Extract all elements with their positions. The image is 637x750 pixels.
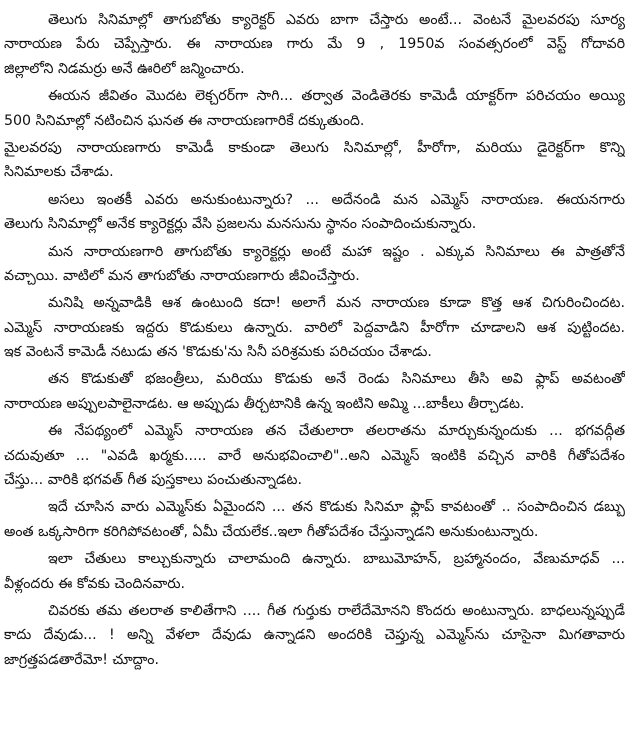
- text-line: ఇక వెంటనే కామెడీ నటుడు తన 'కొడుకు'ను సినీ పరిశ్రమకు పరిచయం చేశాడు.: [4, 344, 432, 361]
- text-line: మైలవరపు నారాయణగారు కామెడీ కాకుండా తెలుగు సినిమాల్లో, హీరోగా, మరియు డైరెక్టర్‌గా కొన్ని: [4, 139, 625, 156]
- text-line: జాగ్రత్తపడతారేమో! చూద్దాం.: [4, 651, 159, 668]
- text-line: కాదు దేవుడు... ! అన్ని వేళలా దేవుడు ఉన్నాడని అందరికి చెప్తున్న ఎమ్మెస్‌ను చూసైనా మిగతావారు: [4, 627, 625, 644]
- text-line: వీళ్లందరు ఈ కోవకు చెందినవారు.: [4, 575, 186, 592]
- text-line: ఈ నేపథ్యంలో ఎమ్మెస్ నారాయణ తన చేతులారా తలరాతను మార్చుకున్నందుకు ... భగవద్గీత: [48, 423, 625, 440]
- text-line: వచ్చాయి. వాటిలో మన తాగుబోతు నారాయణగారు జీవించేస్తారు.: [4, 267, 360, 284]
- text-line: తెలుగు సినిమాల్లో తాగుబోతు క్యారెక్టర్ ఎవరు బాగా చేస్తారు అంటే... వెంటనే మైలవరపు సూర్య: [48, 12, 625, 28]
- text-line: తెలుగు సినిమాల్లో అనేక క్యారెక్టర్లు వేసి ప్రజలను మనసును స్థానం సంపాదించుకున్నారు.: [4, 216, 477, 233]
- text-line: 500 సినిమాల్లో నటించిన ఘనత ఈ నారాయణగారికే దక్కుతుంది.: [4, 112, 365, 129]
- text-line: ఎమ్మెస్ నారాయణకు ఇద్దరు కొడుకులు ఉన్నారు. వారిలో పెద్దవాడిని హీరోగా చూడాలని ఆశ పుట్టిందట.: [4, 319, 625, 336]
- paragraph-9: [4, 495, 629, 544]
- paragraph-7: [4, 367, 629, 416]
- text-line: నారాయణ అప్పులపాలైనాడట. ఆ అప్పుడు తీర్చటానికి ఉన్న ఇంటిని అమ్మి ...బాకీలు తీర్చాడట.: [4, 395, 525, 412]
- text-line: చదువుతూ ... "ఎవడి ఖర్మకు..... వారే అనుభవించాలి"..అని ఎమ్మెస్ ఇంటికి వచ్చిన వారికి గీతోపదేశం: [4, 447, 625, 464]
- text-line: మన నారాయణగారి తాగుబోతు క్యారెక్టర్లు అంటే మహా ఇష్టం . ఎక్కువ సినిమాలు ఈ పాత్రతోనే: [48, 243, 625, 260]
- paragraph-4: [4, 188, 629, 237]
- text-line: అసలు ఇంతకీ ఎవరు అనుకుంటున్నారు? ... అదేనండి మన ఎమ్మెస్ నారాయణ. ఈయనగారు: [48, 191, 625, 208]
- text-line: నారాయణ పేరు చెప్పేస్తారు. ఈ నారాయణ గారు మే 9 , 1950వ సంవత్సరంలో వెస్ట్ గోదావరి: [4, 36, 625, 53]
- text-line: ఈయన జీవితం మొదట లెక్చరర్‌గా సాగి... తర్వాత వెండితెరకు కామెడీ యాక్టర్‌గా పరిచయం అయ్యి: [48, 88, 625, 105]
- text-line: ఇలా చేతులు కాల్చుకున్నారు చాలామంది ఉన్నారు. బాబుమోహన్, బ్రహ్మానందం, వేణుమాధవ్ ...: [48, 551, 625, 568]
- text-line: చివరకు తమ తలరాత కాలితేగాని .... గీత గుర్తుకు రాలేదేమోనని కొందరు అంటున్నారు. బాధలున్నప్పుడే: [48, 602, 625, 619]
- text-line: చేస్తు... వారికి భగవత్ గీత పుస్తకాలు పంచుతున్నాడట.: [4, 472, 302, 489]
- text-line: సినిమాలకు చేశాడు.: [4, 164, 114, 181]
- text-line: జిల్లాలోని నిడమర్రు అనే ఊరిలో జన్మించారు.: [4, 60, 245, 77]
- paragraph-2: [4, 84, 629, 133]
- text-line: తన కొడుకుతో భజంత్రీలు, మరియు కొడుకు అనే రెండు సినిమాలు తీసి అవి ఫ్లాప్ అవటంతో: [48, 371, 625, 388]
- text-line: ఇదే చూసిన వారు ఎమ్మెస్‌కు ఏమైందని ... తన కొడుకు సినిమా ఫ్లాప్ కావటంతో .. సంపాదించిన డబ్బు: [48, 499, 625, 516]
- text-line: మనిషి అన్నవాడికి ఆశ ఉంటుంది కదా! అలాగే మన నారాయణ కూడా కొత్త ఆశ చిగురించిందట.: [48, 295, 625, 312]
- paragraph-6: [4, 291, 629, 364]
- paragraph-11: [4, 599, 629, 672]
- paragraph-8: [4, 419, 629, 492]
- paragraph-10: [4, 547, 629, 596]
- text-line: అంత ఒక్కసారిగా కరిగిపోవటంతో, ఏమీ చేయలేక..ఇలా గీతోపదేశం చేస్తున్నాడని అనుకుంటున్నారు.: [4, 523, 539, 540]
- paragraph-3: [4, 136, 629, 185]
- paragraph-1: [4, 8, 629, 81]
- paragraph-5: [4, 240, 629, 289]
